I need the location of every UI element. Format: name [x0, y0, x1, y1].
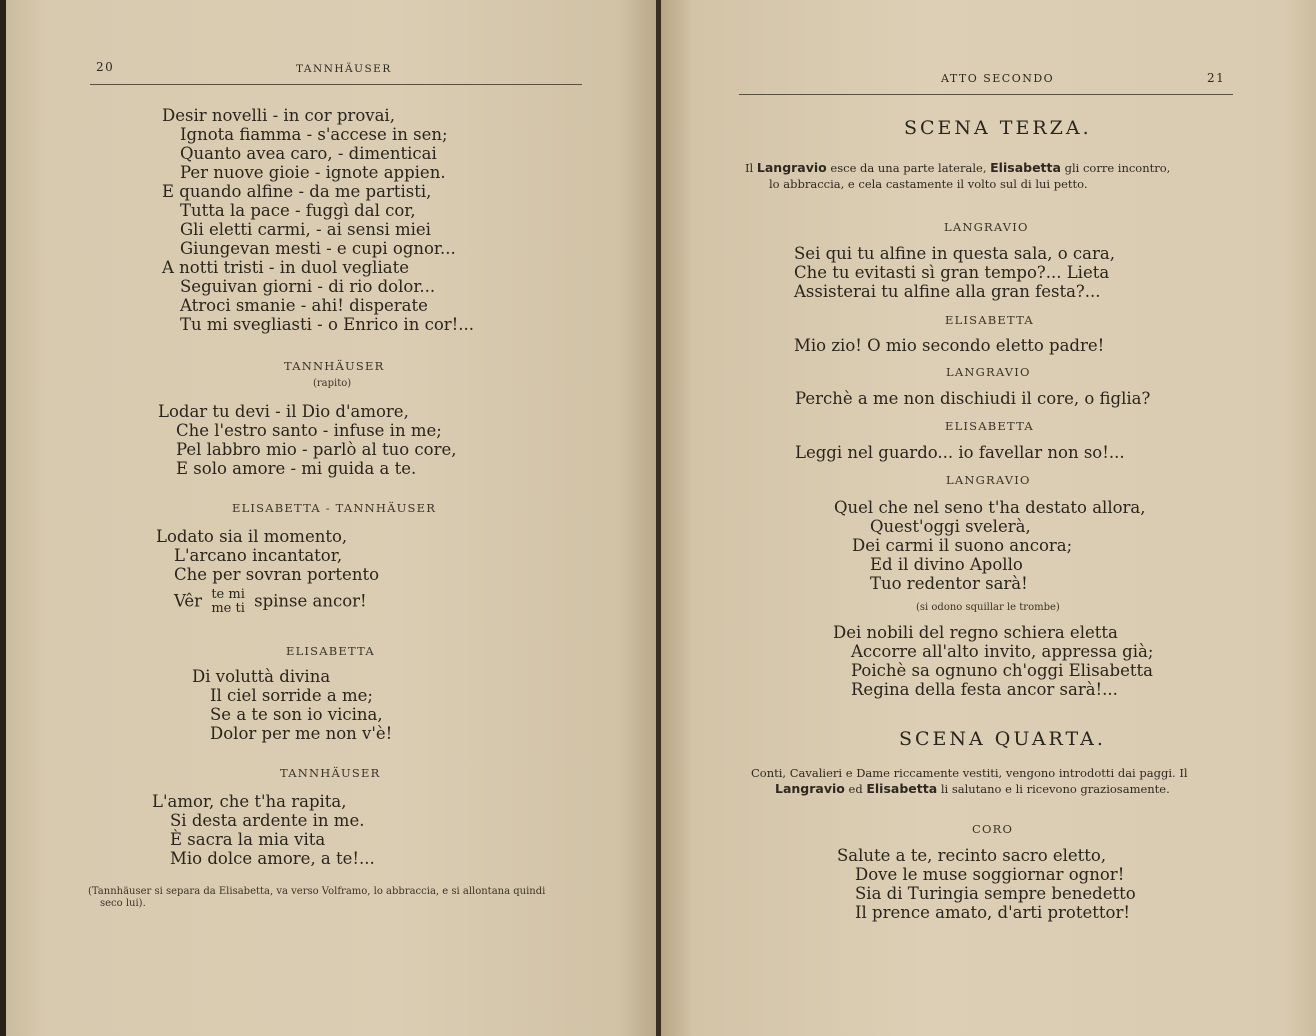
verse-line: Salute a te, recinto sacro eletto,	[837, 846, 1107, 865]
verse-line: Dove le muse soggiornar ognor!	[855, 865, 1125, 884]
verse-line: Che l'estro santo - infuse in me;	[176, 421, 442, 440]
character-name: Elisabetta	[990, 160, 1061, 175]
verse-block	[834, 498, 1146, 593]
desc-text: li salutano e li ricevono graziosamente.	[940, 782, 1170, 796]
verse-line: Tutta la pace - fuggì dal cor,	[180, 201, 416, 220]
header-rule	[739, 94, 1233, 95]
verse-line: E quando alfine - da me partisti,	[162, 182, 432, 201]
alternate-text-stack	[211, 588, 245, 616]
verse-line	[156, 588, 379, 616]
footnote-line: (Tannhäuser si separa da Elisabetta, va verso Volframo, lo abbraccia, e si allontana quindi	[88, 886, 546, 897]
footnote-line: seco lui).	[100, 898, 146, 909]
speaker-label: LANGRAVIO	[944, 220, 1029, 234]
right-page	[661, 0, 1316, 1036]
verse-line: Lodar tu devi - il Dio d'amore,	[158, 402, 409, 421]
verse-line: Mio dolce amore, a te!...	[170, 849, 375, 868]
verse-block	[794, 244, 1115, 301]
desc-text: Il	[745, 161, 754, 175]
verse-line: Sia di Turingia sempre benedetto	[855, 884, 1136, 903]
speaker-label: ELISABETTA	[286, 644, 375, 658]
alternate-top: te mi	[211, 587, 245, 602]
desc-text: lo abbraccia, e cela castamente il volto sul di lui petto.	[769, 177, 1088, 191]
verse-block	[156, 527, 379, 616]
desc-text: esce da una parte laterale,	[830, 161, 987, 175]
verse-word: spinse ancor!	[254, 591, 367, 611]
verse-block	[162, 106, 474, 334]
speaker-label: CORO	[972, 822, 1014, 836]
verse-word: Vêr	[174, 591, 203, 611]
verse-line: Accorre all'alto invito, appressa già;	[851, 642, 1154, 661]
speaker-label: TANNHÄUSER	[280, 766, 381, 780]
verse-block	[837, 846, 1136, 922]
verse-line: Perchè a me non dischiudi il core, o figlia?	[795, 389, 1151, 408]
header-rule	[90, 84, 582, 85]
scene-title: SCENA TERZA.	[904, 117, 1092, 139]
desc-text: gli corre incontro,	[1064, 161, 1171, 175]
character-name: Elisabetta	[866, 781, 938, 796]
verse-line: Per nuove gioie - ignote appien.	[180, 163, 446, 182]
verse-line: L'arcano incantator,	[174, 546, 343, 565]
verse-line: Di voluttà divina	[192, 667, 331, 686]
verse-line: È sacra la mia vita	[170, 830, 326, 849]
page-number: 20	[96, 60, 115, 74]
desc-text: Conti, Cavalieri e Dame riccamente vestiti, vengono introdotti dai paggi. Il	[751, 766, 1188, 780]
speaker-label: ELISABETTA	[945, 313, 1034, 327]
footnote	[88, 886, 588, 910]
desc-text: ed	[848, 782, 863, 796]
verse-line: Pel labbro mio - parlò al tuo core,	[176, 440, 457, 459]
speaker-label: LANGRAVIO	[946, 473, 1031, 487]
speaker-label: ELISABETTA	[945, 419, 1034, 433]
scene-description	[745, 160, 1245, 192]
verse-line: Sei qui tu alfine in questa sala, o cara,	[794, 244, 1115, 263]
verse-block	[152, 792, 375, 868]
speaker-label: LANGRAVIO	[946, 365, 1031, 379]
verse-line: Che tu evitasti sì gran tempo?... Lieta	[794, 263, 1110, 282]
verse-line: Si desta ardente in me.	[170, 811, 365, 830]
running-title: TANNHÄUSER	[296, 63, 392, 75]
verse-line: Tu mi svegliasti - o Enrico in cor!...	[180, 315, 475, 334]
verse-line: Che per sovran portento	[174, 565, 380, 584]
verse-line: A notti tristi - in duol vegliate	[162, 258, 409, 277]
verse-block	[833, 623, 1153, 699]
left-page	[6, 0, 658, 1036]
verse-line: L'amor, che t'ha rapita,	[152, 792, 347, 811]
speaker-label: ELISABETTA - TANNHÄUSER	[232, 501, 437, 515]
verse-line: E solo amore - mi guida a te.	[176, 459, 417, 478]
verse-line: Ignota fiamma - s'accese in sen;	[180, 125, 448, 144]
verse-block	[158, 402, 456, 478]
character-name: Langravio	[756, 160, 827, 175]
verse-line: Poichè sa ognuno ch'oggi Elisabetta	[851, 661, 1153, 680]
verse-line: Leggi nel guardo... io favellar non so!...	[795, 443, 1125, 462]
verse-line: Gli eletti carmi, - ai sensi miei	[180, 220, 431, 239]
verse-line: Tuo redentor sarà!	[870, 574, 1028, 593]
verse-line: Quanto avea caro, - dimenticai	[180, 144, 437, 163]
verse-line: Il ciel sorride a me;	[210, 686, 373, 705]
verse-line: Giungevan mesti - e cupi ognor...	[180, 239, 456, 258]
scene-title: SCENA QUARTA.	[899, 728, 1106, 750]
verse-line: Assisterai tu alfine alla gran festa?...	[794, 282, 1101, 301]
stage-direction: (si odono squillar le trombe)	[916, 602, 1060, 613]
verse-line: Mio zio! O mio secondo eletto padre!	[794, 336, 1105, 355]
verse-line: Quest'oggi svelerà,	[870, 517, 1031, 536]
verse-line: Ed il divino Apollo	[870, 555, 1023, 574]
running-title: ATTO SECONDO	[941, 72, 1055, 85]
verse-line: Lodato sia il momento,	[156, 527, 348, 546]
verse-line: Quel che nel seno t'ha destato allora,	[834, 498, 1146, 517]
verse-line: Se a te son io vicina,	[210, 705, 383, 724]
character-name: Langravio	[775, 781, 845, 796]
verse-line: Regina della festa ancor sarà!...	[851, 680, 1118, 699]
verse-line: Seguivan giorni - di rio dolor...	[180, 277, 436, 296]
page-number: 21	[1207, 71, 1226, 85]
verse-block	[192, 667, 392, 743]
verse-line: Dei nobili del regno schiera eletta	[833, 623, 1118, 642]
scene-description	[751, 765, 1251, 797]
verse-line: Dolor per me non v'è!	[210, 724, 393, 743]
alternate-bottom: me ti	[211, 601, 245, 616]
verse-line: Desir novelli - in cor provai,	[162, 106, 395, 125]
verse-line: Il prence amato, d'arti protettor!	[855, 903, 1130, 922]
verse-line: Dei carmi il suono ancora;	[852, 536, 1073, 555]
verse-line: Atroci smanie - ahi! disperate	[180, 296, 428, 315]
stage-direction: (rapito)	[313, 378, 352, 389]
speaker-label: TANNHÄUSER	[284, 359, 385, 373]
